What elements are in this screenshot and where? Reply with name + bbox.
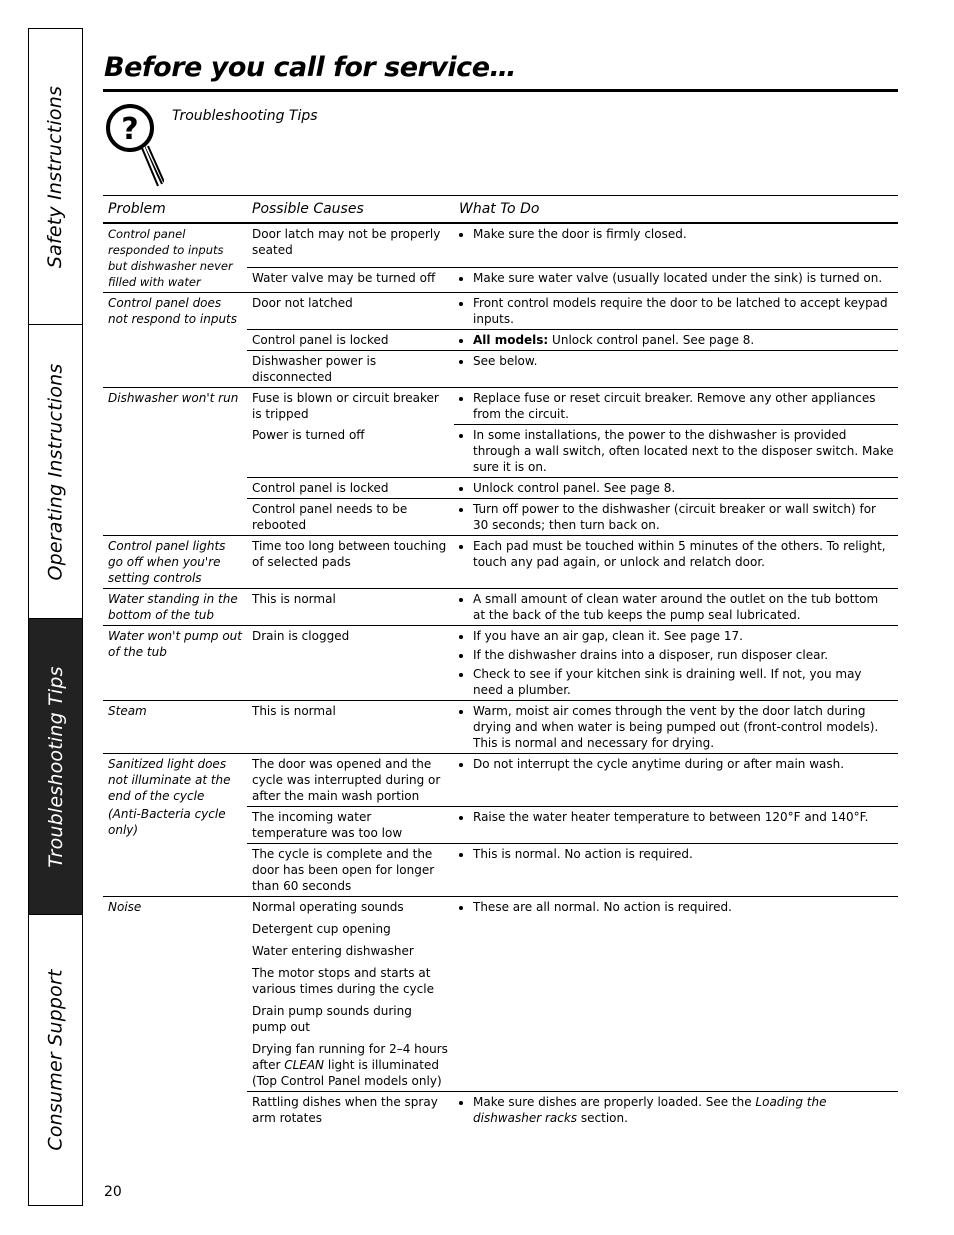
cause-item: Detergent cup opening — [252, 922, 391, 936]
cause-cell: Control panel is locked — [247, 478, 454, 499]
cause-item: Water entering dishwasher — [252, 944, 414, 958]
todo-cell — [454, 330, 898, 351]
page-number: 20 — [104, 1184, 122, 1200]
table-header-row — [103, 196, 898, 224]
todo-item: • These are all normal. No action is required. — [473, 899, 894, 915]
troubleshooting-table — [103, 195, 898, 1128]
todo-text: Unlock control panel. See page 8. — [548, 333, 755, 347]
problem-cell: Dishwasher won't run — [103, 388, 247, 536]
table-row — [103, 589, 898, 626]
todo-text: section. — [577, 1111, 628, 1125]
cause-cell: Time too long between touching of selected pads — [247, 536, 454, 589]
problem-note: (Anti-Bacteria cycle only) — [108, 807, 226, 837]
cause-cell: The cycle is complete and the door has been open for longer than 60 seconds — [247, 844, 454, 897]
table-row — [103, 897, 898, 1092]
todo-cell — [454, 268, 898, 293]
cause-item: Normal operating sounds — [252, 900, 404, 914]
cause-text: Drying fan running for 2–4 hours after — [252, 1042, 448, 1072]
cause-cell: Control panel is locked — [247, 330, 454, 351]
problem-cell: Control panel does not respond to inputs — [103, 293, 247, 388]
problem-cell: Steam — [103, 701, 247, 754]
table-row — [103, 701, 898, 754]
todo-text: Make sure dishes are properly loaded. See the — [473, 1095, 756, 1109]
problem-cell: Control panel lights go off when you're setting controls — [103, 536, 247, 589]
todo-cell — [454, 293, 898, 330]
cause-cell: Dishwasher power is disconnected — [247, 351, 454, 388]
cause-cell: Drain is clogged — [247, 626, 454, 701]
tab-label: Consumer Support — [44, 969, 67, 1151]
tab-label: Operating Instructions — [44, 362, 67, 581]
todo-item: • A small amount of clean water around the outlet on the tub bottom at the back of the tub keeps the pump seal lubricated. — [473, 591, 894, 623]
todo-item: • This is normal. No action is required. — [473, 846, 894, 862]
cause-cell: This is normal — [247, 701, 454, 754]
todo-cell — [454, 351, 898, 388]
cause-cell: Power is turned off — [252, 427, 365, 442]
cause-item: The motor stops and starts at various times during the cycle — [252, 966, 434, 996]
todo-cell — [454, 536, 898, 589]
side-tabs — [28, 28, 83, 1206]
todo-cell — [454, 499, 898, 536]
todo-item — [473, 332, 894, 348]
table-row — [103, 754, 898, 807]
todo-cell — [454, 701, 898, 754]
todo-item — [473, 1094, 894, 1126]
cause-cell: Rattling dishes when the spray arm rotates — [247, 1092, 454, 1129]
cause-cell: This is normal — [247, 589, 454, 626]
problem-cell: Water won't pump out of the tub — [103, 626, 247, 701]
tab-safety-instructions[interactable] — [29, 29, 82, 324]
todo-cell — [454, 425, 898, 478]
todo-cell — [454, 626, 898, 701]
todo-cell — [454, 478, 898, 499]
problem-cell: Noise — [103, 897, 247, 1129]
cause-cell: The door was opened and the cycle was interrupted during or after the main wash portion — [247, 754, 454, 807]
todo-item: • Check to see if your kitchen sink is draining well. If not, you may need a plumber. — [473, 666, 894, 698]
todo-cell — [454, 589, 898, 626]
cause-cell: Water valve may be turned off — [247, 268, 454, 293]
table-row — [103, 536, 898, 589]
todo-item: • Turn off power to the dishwasher (circuit breaker or wall switch) for 30 seconds; then turn back on. — [473, 501, 894, 533]
cause-cell: Door latch may not be properly seated — [252, 227, 441, 257]
problem-cell — [103, 754, 247, 897]
cause-cell — [247, 897, 454, 1092]
todo-cell — [454, 844, 898, 897]
problem-cell: Control panel responded to inputs but dishwasher never filled with water — [108, 227, 233, 289]
todo-item: • Warm, moist air comes through the vent by the door latch during drying and when water is being pumped out (front-control models). This is normal and necessary for drying. — [473, 703, 894, 751]
todo-cell — [454, 1092, 898, 1129]
todo-item: • If you have an air gap, clean it. See page 17. — [473, 628, 894, 644]
problem-text: Sanitized light does not illuminate at the end of the cycle — [108, 757, 231, 803]
tab-operating-instructions[interactable] — [29, 324, 82, 618]
question-magnifier-icon — [104, 102, 164, 188]
page-title: Before you call for service… — [104, 52, 517, 83]
title-divider — [103, 89, 898, 92]
header-what-to-do: What To Do — [454, 196, 898, 224]
tab-label: Safety Instructions — [44, 85, 67, 268]
table-row — [103, 626, 898, 701]
cause-item: Drain pump sounds during pump out — [252, 1004, 412, 1034]
todo-item: • Do not interrupt the cycle anytime during or after main wash. — [473, 756, 894, 772]
todo-bold-lead: All models: — [473, 333, 549, 347]
section-subtitle: Troubleshooting Tips — [172, 108, 318, 124]
todo-item: • If the dishwasher drains into a disposer, run disposer clear. — [473, 647, 894, 663]
tab-troubleshooting-tips[interactable] — [29, 618, 82, 914]
todo-item: • Front control models require the door to be latched to accept keypad inputs. — [473, 295, 894, 327]
todo-cell — [454, 807, 898, 844]
todo-cell — [454, 223, 898, 268]
todo-item: • Raise the water heater temperature to between 120°F and 140°F. — [473, 809, 894, 825]
todo-cell — [454, 388, 898, 425]
tab-label: Troubleshooting Tips — [44, 665, 67, 868]
cause-cell: Control panel needs to be rebooted — [247, 499, 454, 536]
cause-item — [252, 1041, 450, 1089]
tab-consumer-support[interactable] — [29, 914, 82, 1205]
todo-cell — [454, 754, 898, 807]
header-possible-causes: Possible Causes — [247, 196, 454, 224]
header-problem: Problem — [103, 196, 247, 224]
todo-cell — [454, 897, 898, 1092]
todo-item: • Make sure the door is firmly closed. — [473, 226, 894, 242]
table-row — [103, 388, 898, 425]
todo-item: • Unlock control panel. See page 8. — [473, 480, 894, 496]
problem-cell: Water standing in the bottom of the tub — [103, 589, 247, 626]
table-row — [103, 293, 898, 330]
cause-cell: Fuse is blown or circuit breaker is tripped — [247, 388, 454, 425]
todo-item: • See below. — [473, 353, 894, 369]
cause-text: light is illuminated (Top Control Panel models only) — [252, 1058, 442, 1088]
todo-item: • In some installations, the power to the dishwasher is provided through a wall switch, often located next to the disposer switch. Make sure it is on. — [473, 427, 894, 475]
todo-emphasis: Loading the dishwasher racks — [473, 1095, 827, 1125]
svg-text:?: ? — [121, 112, 139, 147]
todo-item: • Each pad must be touched within 5 minutes of the others. To relight, touch any pad again, or unlock and relatch door. — [473, 538, 894, 570]
cause-emphasis: CLEAN — [284, 1058, 325, 1072]
todo-item: • Replace fuse or reset circuit breaker. Remove any other appliances from the circuit. — [473, 390, 894, 422]
cause-cell: The incoming water temperature was too low — [247, 807, 454, 844]
todo-item: • Make sure water valve (usually located under the sink) is turned on. — [473, 270, 894, 286]
table-row — [103, 223, 898, 268]
cause-cell: Door not latched — [247, 293, 454, 330]
